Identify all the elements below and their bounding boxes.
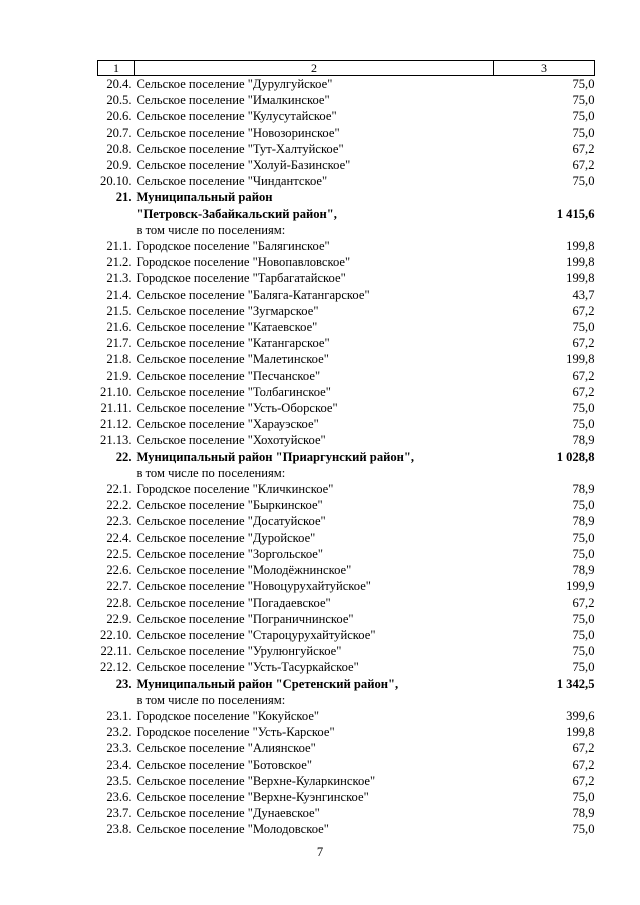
- row-number: 21.13.: [100, 433, 132, 448]
- row-value: 1 342,5: [556, 676, 595, 691]
- row-name: Муниципальный район: [136, 190, 273, 205]
- row-value: 78,9: [572, 482, 595, 497]
- row-number: 21.4.: [106, 287, 132, 302]
- row-value: 75,0: [572, 77, 595, 91]
- row-name: Сельское поселение "Ималкинское": [136, 93, 330, 108]
- table-row: [98, 222, 595, 238]
- row-number: 23.1.: [106, 708, 132, 723]
- row-value: 67,2: [572, 336, 595, 351]
- row-number: 23.3.: [106, 741, 132, 756]
- row-name: Муниципальный район "Сретенский район",: [136, 676, 399, 691]
- table-header-row: [98, 61, 595, 76]
- row-name: Сельское поселение "Дунаевское": [136, 806, 320, 821]
- row-value: 199,8: [566, 352, 595, 367]
- row-name: Сельское поселение "Молодёжнинское": [136, 563, 352, 578]
- row-value: 1 028,8: [556, 449, 595, 464]
- table-row: [98, 724, 595, 740]
- row-value: 75,0: [572, 627, 595, 642]
- table-row: [98, 773, 595, 789]
- row-name: Сельское поселение "Катаевское": [136, 320, 318, 335]
- table-row: [98, 76, 595, 93]
- table-row: [98, 157, 595, 173]
- row-name: Сельское поселение "Чиндантское": [136, 174, 328, 189]
- row-number: 21.8.: [106, 352, 132, 367]
- row-name: в том числе по поселениям:: [136, 222, 286, 237]
- table-row: [98, 287, 595, 303]
- row-value: 75,0: [572, 611, 595, 626]
- row-value: 399,6: [566, 708, 595, 723]
- row-name: Городское поселение "Кличкинское": [136, 482, 334, 497]
- row-number: 22.11.: [100, 644, 132, 659]
- row-number: [98, 465, 135, 481]
- row-value: 75,0: [572, 93, 595, 108]
- row-number: 23.4.: [106, 757, 132, 772]
- row-name: Сельское поселение "Новоцурухайтуйское": [136, 579, 371, 594]
- table-row: [98, 141, 595, 157]
- row-name: Сельское поселение "Катангарское": [136, 336, 330, 351]
- row-name: Сельское поселение "Усть-Оборское": [136, 401, 338, 416]
- row-value: 75,0: [572, 125, 595, 140]
- table-row: [98, 578, 595, 594]
- table-row: [98, 270, 595, 286]
- row-name: Сельское поселение "Пограничнинское": [136, 611, 354, 626]
- row-value: 78,9: [572, 514, 595, 529]
- row-value: 75,0: [572, 789, 595, 804]
- row-number: 20.10.: [100, 174, 132, 189]
- row-number: 23.: [115, 676, 132, 691]
- table-row: [98, 821, 595, 837]
- table-row: [98, 627, 595, 643]
- row-value: 78,9: [572, 433, 595, 448]
- row-name: Сельское поселение "Молодовское": [136, 822, 329, 837]
- table-row: [98, 611, 595, 627]
- row-name: Сельское поселение "Песчанское": [136, 368, 321, 383]
- budget-table: [97, 60, 595, 838]
- row-name: Сельское поселение "Верхне-Куларкинское": [136, 773, 376, 788]
- row-name: Сельское поселение "Харауэское": [136, 417, 319, 432]
- row-number: 21.11.: [100, 401, 132, 416]
- table-row: [98, 595, 595, 611]
- row-name: в том числе по поселениям:: [136, 465, 286, 480]
- table-row: [98, 92, 595, 108]
- row-number: 22.9.: [106, 611, 132, 626]
- table-row: [98, 238, 595, 254]
- row-value: [494, 692, 595, 708]
- row-value: 75,0: [572, 530, 595, 545]
- table-row: [98, 643, 595, 659]
- row-value: 67,2: [572, 741, 595, 756]
- row-name: Сельское поселение "Досатуйское": [136, 514, 326, 529]
- row-value: 75,0: [572, 498, 595, 513]
- table-row: [98, 303, 595, 319]
- row-value: 75,0: [572, 417, 595, 432]
- row-value: 67,2: [572, 368, 595, 383]
- row-name: Сельское поселение "Быркинское": [136, 498, 323, 513]
- row-number: 20.9.: [106, 158, 132, 173]
- row-name: Сельское поселение "Зугмарское": [136, 303, 319, 318]
- row-number: 20.7.: [106, 125, 132, 140]
- row-number: [98, 206, 135, 222]
- table-row: [98, 189, 595, 205]
- row-number: 22.4.: [106, 530, 132, 545]
- row-value: 67,2: [572, 141, 595, 156]
- row-name: Сельское поселение "Толбагинское": [136, 384, 331, 399]
- table-row: [98, 740, 595, 756]
- row-value: 75,0: [572, 174, 595, 189]
- row-name: Сельское поселение "Дуройское": [136, 530, 316, 545]
- row-number: 22.: [115, 449, 132, 464]
- row-number: 21.: [115, 190, 132, 205]
- row-value: 75,0: [572, 660, 595, 675]
- page-number: 7: [316, 845, 324, 859]
- row-name: Сельское поселение "Малетинское": [136, 352, 329, 367]
- row-number: 21.10.: [100, 384, 132, 399]
- table-row: [98, 449, 595, 465]
- table-row: [98, 692, 595, 708]
- table-row: [98, 368, 595, 384]
- row-number: 22.3.: [106, 514, 132, 529]
- table-row: [98, 173, 595, 189]
- row-name: Сельское поселение "Кулусутайское": [136, 109, 337, 124]
- table-row: [98, 546, 595, 562]
- row-value: 75,0: [572, 822, 595, 837]
- row-value: 67,2: [572, 595, 595, 610]
- row-name: Сельское поселение "Зоргольское": [136, 546, 324, 561]
- table-row: [98, 254, 595, 270]
- row-name: "Петровск-Забайкальский район",: [136, 206, 337, 221]
- row-value: [494, 189, 595, 205]
- table-row: [98, 805, 595, 821]
- row-name: Муниципальный район "Приаргунский район",: [136, 449, 415, 464]
- row-name: Сельское поселение "Погадаевское": [136, 595, 331, 610]
- row-number: 22.1.: [106, 482, 132, 497]
- row-number: 23.6.: [106, 789, 132, 804]
- row-value: 75,0: [572, 644, 595, 659]
- table-row: [98, 108, 595, 124]
- row-number: 22.2.: [106, 498, 132, 513]
- table-row: [98, 319, 595, 335]
- header-col-1: 1: [98, 61, 135, 76]
- row-number: 23.7.: [106, 806, 132, 821]
- row-value: 43,7: [572, 287, 595, 302]
- row-number: [98, 692, 135, 708]
- row-number: 22.7.: [106, 579, 132, 594]
- row-number: 21.5.: [106, 303, 132, 318]
- row-value: 78,9: [572, 806, 595, 821]
- row-number: 20.4.: [106, 77, 132, 91]
- row-value: 67,2: [572, 384, 595, 399]
- row-name: Сельское поселение "Хохотуйское": [136, 433, 326, 448]
- row-number: 21.2.: [106, 255, 132, 270]
- table-row: [98, 562, 595, 578]
- row-value: 67,2: [572, 158, 595, 173]
- row-number: 22.12.: [100, 660, 132, 675]
- row-value: 75,0: [572, 401, 595, 416]
- row-number: 23.2.: [106, 725, 132, 740]
- table-row: [98, 659, 595, 675]
- row-number: 20.5.: [106, 93, 132, 108]
- table-row: [98, 757, 595, 773]
- table-row: [98, 335, 595, 351]
- table-row: [98, 497, 595, 513]
- row-number: 21.3.: [106, 271, 132, 286]
- table-row: [98, 384, 595, 400]
- row-value: 199,8: [566, 239, 595, 254]
- table-row: [98, 789, 595, 805]
- row-value: [494, 465, 595, 481]
- row-number: 22.10.: [100, 627, 132, 642]
- header-col-2: 2: [135, 61, 494, 76]
- row-number: 20.8.: [106, 141, 132, 156]
- row-name: Сельское поселение "Староцурухайтуйское": [136, 627, 376, 642]
- row-value: 199,9: [566, 579, 595, 594]
- row-name: Сельское поселение "Усть-Тасуркайское": [136, 660, 359, 675]
- row-name: Сельское поселение "Новозоринское": [136, 125, 340, 140]
- row-number: 22.5.: [106, 546, 132, 561]
- header-col-3: 3: [494, 61, 595, 76]
- row-value: 75,0: [572, 320, 595, 335]
- row-number: 21.12.: [100, 417, 132, 432]
- table-row: [98, 125, 595, 141]
- row-value: 75,0: [572, 109, 595, 124]
- row-name: Сельское поселение "Верхне-Куэнгинское": [136, 789, 369, 804]
- table-row: [98, 416, 595, 432]
- row-name: Городское поселение "Новопавловское": [136, 255, 351, 270]
- row-name: Городское поселение "Усть-Карское": [136, 725, 335, 740]
- table-row: [98, 206, 595, 222]
- table-row: [98, 708, 595, 724]
- row-number: 21.1.: [106, 239, 132, 254]
- table-row: [98, 530, 595, 546]
- row-value: 78,9: [572, 563, 595, 578]
- row-name: Сельское поселение "Тут-Халтуйское": [136, 141, 344, 156]
- row-number: [98, 222, 135, 238]
- row-value: 67,2: [572, 773, 595, 788]
- row-name: Городское поселение "Балягинское": [136, 239, 330, 254]
- row-name: Сельское поселение "Холуй-Базинское": [136, 158, 351, 173]
- row-number: 20.6.: [106, 109, 132, 124]
- row-name: Городское поселение "Тарбагатайское": [136, 271, 346, 286]
- row-value: 199,8: [566, 725, 595, 740]
- row-number: 22.8.: [106, 595, 132, 610]
- row-name: Сельское поселение "Дурулгуйское": [136, 77, 333, 91]
- row-name: Сельское поселение "Урулюнгуйское": [136, 644, 342, 659]
- table-row: [98, 351, 595, 367]
- row-name: в том числе по поселениям:: [136, 692, 286, 707]
- row-number: 21.9.: [106, 368, 132, 383]
- row-number: 21.6.: [106, 320, 132, 335]
- row-name: Сельское поселение "Баляга-Катангарское": [136, 287, 370, 302]
- row-value: 199,8: [566, 255, 595, 270]
- table-row: [98, 432, 595, 448]
- row-number: 21.7.: [106, 336, 132, 351]
- row-value: [494, 222, 595, 238]
- table-row: [98, 513, 595, 529]
- row-name: Сельское поселение "Ботовское": [136, 757, 312, 772]
- row-value: 1 415,6: [556, 206, 595, 221]
- row-value: 67,2: [572, 757, 595, 772]
- table-row: [98, 400, 595, 416]
- row-value: 199,8: [566, 271, 595, 286]
- row-value: 67,2: [572, 303, 595, 318]
- row-name: Городское поселение "Кокуйское": [136, 708, 320, 723]
- row-number: 22.6.: [106, 563, 132, 578]
- row-number: 23.8.: [106, 822, 132, 837]
- table-row: [98, 481, 595, 497]
- row-value: 75,0: [572, 546, 595, 561]
- row-name: Сельское поселение "Алиянское": [136, 741, 316, 756]
- table-row: [98, 676, 595, 692]
- row-number: 23.5.: [106, 773, 132, 788]
- table-row: [98, 465, 595, 481]
